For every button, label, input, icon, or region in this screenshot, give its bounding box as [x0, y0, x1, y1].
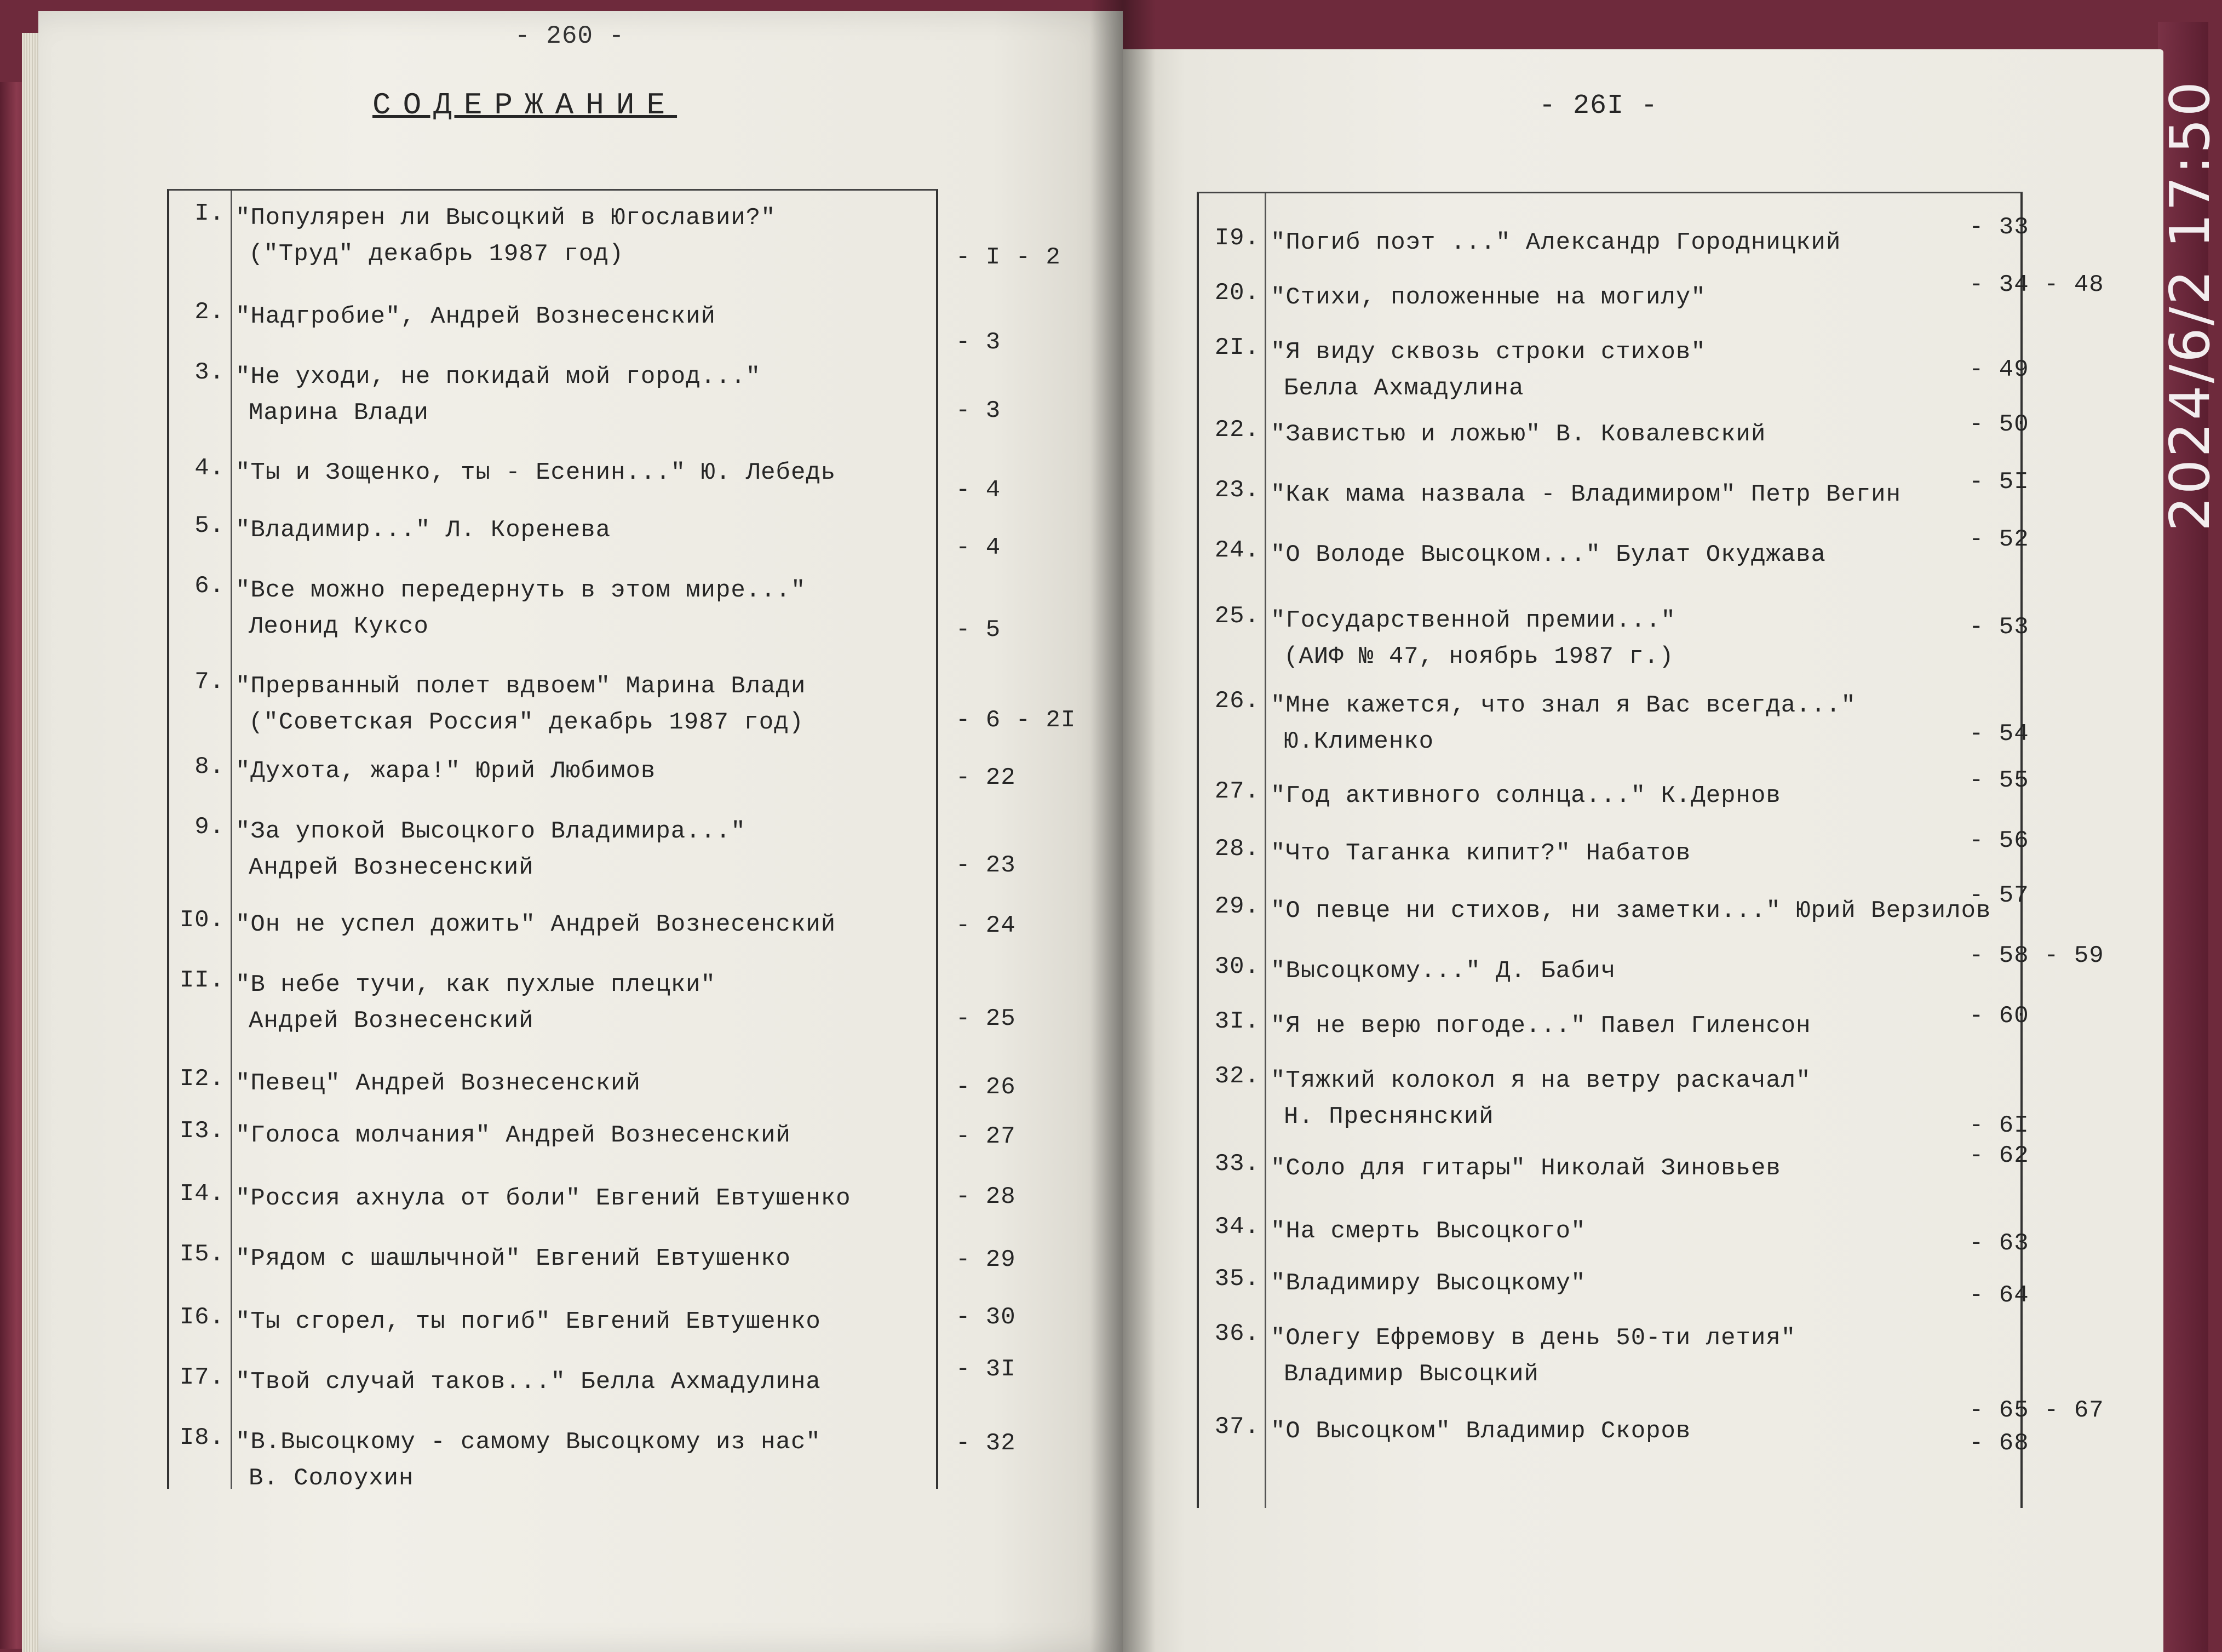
entry-title-line: "Прерванный полет вдвоем" Марина Влади	[236, 673, 806, 700]
entry-page-number: - 54	[1969, 720, 2029, 748]
entry-number: I0.	[179, 907, 225, 934]
entry-page-number: - 6 - 2I	[956, 707, 1076, 734]
entry-title-line: "Мне кажется, что знал я Вас всегда..."	[1271, 692, 1856, 719]
entry-title-line: "О Володе Высоцком..." Булат Окуджава	[1271, 541, 1826, 569]
entry-number: 2I.	[1214, 334, 1260, 362]
entry-number: 8.	[194, 753, 225, 781]
entry-title	[1271, 1413, 1691, 1449]
entry-title	[236, 200, 776, 272]
entry-page-number: - 60	[1969, 1002, 2029, 1030]
entry-title	[1271, 778, 1781, 814]
entry-title	[1271, 893, 1991, 929]
entry-number: 2.	[194, 299, 225, 326]
entry-number: 20.	[1214, 279, 1260, 307]
entry-page-number: - 3I	[956, 1356, 1016, 1383]
entry-page-number: - I - 2	[956, 244, 1061, 271]
entry-title	[236, 1304, 821, 1340]
entry-title-line: "Не уходи, не покидай мой город..."	[236, 363, 761, 391]
entry-number: 26.	[1214, 687, 1260, 715]
entry-number: 6.	[194, 572, 225, 600]
entry-title-line: "Твой случай таков..." Белла Ахмадулина	[236, 1368, 821, 1396]
entry-number: I9.	[1214, 225, 1260, 252]
entry-page-number: - 6I	[1969, 1112, 2029, 1139]
entry-page-number: - 5I	[1969, 468, 2029, 496]
page-number-left: - 260 -	[515, 22, 625, 50]
entry-title-line: "Владимиру Высоцкому"	[1271, 1270, 1586, 1297]
entry-title-line: "За упокой Высоцкого Владимира..."	[236, 818, 746, 845]
entry-title	[236, 907, 836, 943]
entry-title	[1271, 1008, 1811, 1044]
entry-number: I2.	[179, 1065, 225, 1093]
entry-title-line: "Рядом с шашлычной" Евгений Евтушенко	[236, 1245, 791, 1272]
entry-title-line: "Олегу Ефремову в день 50-ти летия"	[1271, 1324, 1796, 1352]
entry-title	[1271, 334, 1706, 406]
entry-page-number: - 27	[956, 1123, 1016, 1150]
entry-page-number: - 29	[956, 1246, 1016, 1274]
entry-title	[1271, 603, 1676, 675]
entry-title-line: Леонид Куксо	[249, 613, 429, 640]
entry-number: 4.	[194, 455, 225, 482]
entry-title-line: "Все можно передернуть в этом мире..."	[236, 577, 806, 604]
entry-number: I6.	[179, 1304, 225, 1331]
entry-number: 9.	[194, 813, 225, 841]
entry-title-line: Ю.Клименко	[1284, 728, 1434, 755]
page-number-right: - 26I -	[1539, 90, 1658, 122]
entry-title-line: (АИФ № 47, ноябрь 1987 г.)	[1284, 643, 1674, 670]
entry-title-line: "Соло для гитары" Николай Зиновьев	[1271, 1155, 1781, 1182]
entry-page-number: - 50	[1969, 411, 2029, 438]
entry-number: 24.	[1214, 537, 1260, 564]
entry-title	[1271, 416, 1766, 452]
entry-number: 7.	[194, 668, 225, 696]
entry-title	[1271, 1213, 1586, 1249]
entry-number: 5.	[194, 512, 225, 540]
entry-number: I7.	[179, 1364, 225, 1391]
entry-page-number: - 24	[956, 912, 1016, 939]
entry-number: 29.	[1214, 893, 1260, 920]
entry-title	[236, 1065, 641, 1102]
entry-title-line: "Стихи, положенные на могилу"	[1271, 284, 1706, 311]
entry-title	[1271, 687, 1856, 760]
entry-title-line: Марина Влади	[249, 399, 429, 427]
entry-title	[236, 967, 716, 1039]
entry-title-line: "Завистью и ложью" В. Ковалевский	[1271, 421, 1766, 448]
entry-number: I5.	[179, 1241, 225, 1268]
entry-page-number: - 23	[956, 852, 1016, 879]
entry-title-line: Андрей Вознесенский	[249, 854, 534, 881]
entry-title-line: "Я виду сквозь строки стихов"	[1271, 339, 1706, 366]
entry-number: 27.	[1214, 778, 1260, 805]
entry-title	[236, 299, 716, 335]
entry-number: 32.	[1214, 1063, 1260, 1090]
entry-page-number: - 33	[1969, 214, 2029, 241]
entry-title	[236, 1364, 821, 1400]
entry-page-number: - 34 - 48	[1969, 271, 2104, 299]
entry-title-line: "Погиб поэт ..." Александр Городницкий	[1271, 229, 1841, 256]
entry-title-line: "Год активного солнца..." К.Дернов	[1271, 782, 1781, 810]
entry-page-number: - 55	[1969, 767, 2029, 794]
entry-title	[236, 813, 746, 886]
entry-title	[236, 1241, 791, 1277]
entry-page-number: - 58 - 59	[1969, 942, 2104, 970]
entry-page-number: - 4	[956, 477, 1001, 504]
entry-number: 23.	[1214, 477, 1260, 504]
entry-title	[1271, 835, 1691, 871]
entry-title-line: "В.Высоцкому - самому Высоцкому из нас"	[236, 1429, 821, 1456]
entry-title-line: "Россия ахнула от боли" Евгений Евтушенко	[236, 1185, 851, 1212]
entry-title	[1271, 1320, 1796, 1392]
entry-page-number: - 52	[1969, 526, 2029, 553]
entry-number: 33.	[1214, 1150, 1260, 1178]
entry-page-number: - 49	[1969, 356, 2029, 383]
photo-timestamp	[2092, 66, 2222, 537]
entry-number: 37.	[1214, 1413, 1260, 1441]
entry-title-line: "Владимир..." Л. Коренева	[236, 517, 611, 544]
entry-title	[236, 359, 761, 431]
entry-title-line: "Ты сгорел, ты погиб" Евгений Евтушенко	[236, 1308, 821, 1335]
entry-page-number: - 57	[1969, 882, 2029, 909]
entry-page-number: - 3	[956, 397, 1001, 425]
entry-title-line: "Государственной премии..."	[1271, 607, 1676, 634]
entry-page-number: - 22	[956, 764, 1016, 791]
entry-page-number: - 64	[1969, 1282, 2029, 1309]
entry-title-line: "Духота, жара!" Юрий Любимов	[236, 758, 656, 785]
entry-page-number: - 3	[956, 329, 1001, 356]
entry-title	[236, 668, 806, 741]
entry-title-line: "Тяжкий колокол я на ветру раскачал"	[1271, 1067, 1811, 1094]
entry-title-line: "Ты и Зощенко, ты - Есенин..." Ю. Лебедь	[236, 459, 836, 486]
entry-title	[236, 1424, 821, 1496]
entry-title-line: "Певец" Андрей Вознесенский	[236, 1070, 641, 1097]
entry-page-number: - 32	[956, 1430, 1016, 1457]
entry-title-line: "Голоса молчания" Андрей Вознесенский	[236, 1122, 791, 1149]
entry-title	[1271, 279, 1706, 316]
entry-page-number: - 26	[956, 1074, 1016, 1101]
entry-page-number: - 25	[956, 1005, 1016, 1032]
entry-title	[1271, 1150, 1781, 1186]
entry-page-number: - 53	[1969, 613, 2029, 641]
entry-page-number: - 5	[956, 616, 1001, 644]
entry-number: II.	[179, 967, 225, 994]
entry-title-line: ("Труд" декабрь 1987 год)	[249, 240, 624, 268]
entry-page-number: - 28	[956, 1183, 1016, 1211]
entry-title-line: "О Высоцком" Владимир Скоров	[1271, 1418, 1691, 1445]
entry-page-number: - 65 - 67	[1969, 1397, 2104, 1424]
entry-page-number: - 62	[1969, 1142, 2029, 1169]
entry-title	[236, 1180, 851, 1217]
entry-title-line: "Популярен ли Высоцкий в Югославии?"	[236, 204, 776, 232]
entry-title-line: "Что Таганка кипит?" Набатов	[1271, 840, 1691, 867]
entry-title-line: "Он не успел дожить" Андрей Вознесенский	[236, 911, 836, 938]
entry-number: 3I.	[1214, 1008, 1260, 1035]
entry-number: I8.	[179, 1424, 225, 1452]
entry-title	[1271, 953, 1616, 989]
entry-page-number: - 56	[1969, 827, 2029, 854]
entry-page-number: - 63	[1969, 1230, 2029, 1257]
entry-page-number: - 68	[1969, 1430, 2029, 1457]
entry-title	[1271, 537, 1826, 573]
entry-title-line: "На смерть Высоцкого"	[1271, 1218, 1586, 1245]
entry-number: 3.	[194, 359, 225, 386]
entry-title	[1271, 1063, 1811, 1135]
entry-title	[236, 455, 836, 491]
entry-number: I.	[194, 200, 225, 227]
entry-number: 34.	[1214, 1213, 1260, 1241]
timestamp-text: 2024/6/2 17:50	[2158, 79, 2222, 531]
entry-title-line: "О певце ни стихов, ни заметки..." Юрий Верзилов	[1271, 897, 1991, 925]
entry-title-line: "Надгробие", Андрей Вознесенский	[236, 303, 716, 330]
contents-heading: СОДЕРЖАНИЕ	[372, 88, 677, 123]
entry-number: 36.	[1214, 1320, 1260, 1347]
entry-title-line: Н. Преснянский	[1284, 1103, 1494, 1131]
entry-title	[236, 753, 656, 789]
entry-number: 28.	[1214, 835, 1260, 863]
entry-title	[236, 512, 611, 548]
entry-title-line: "Высоцкому..." Д. Бабич	[1271, 957, 1616, 985]
entry-title	[236, 1117, 791, 1154]
entry-title	[1271, 225, 1841, 261]
entry-number: I3.	[179, 1117, 225, 1145]
entry-number: I4.	[179, 1180, 225, 1208]
entry-page-number: - 30	[956, 1304, 1016, 1331]
entry-title-line: Владимир Высоцкий	[1284, 1361, 1539, 1388]
entry-title-line: "В небе тучи, как пухлые плецки"	[236, 971, 716, 999]
entry-number: 25.	[1214, 603, 1260, 630]
entry-title	[236, 572, 806, 645]
entry-number: 22.	[1214, 416, 1260, 444]
entry-title-line: "Как мама назвала - Владимиром" Петр Вегин	[1271, 481, 1901, 508]
entry-title-line: ("Советская Россия" декабрь 1987 год)	[249, 709, 804, 736]
entry-title-line: "Я не верю погоде..." Павел Гиленсон	[1271, 1012, 1811, 1040]
entry-title-line: В. Солоухин	[249, 1465, 414, 1492]
entry-number: 35.	[1214, 1265, 1260, 1293]
entry-number: 30.	[1214, 953, 1260, 980]
entry-title-line: Белла Ахмадулина	[1284, 375, 1524, 402]
entry-title	[1271, 477, 1901, 513]
entry-title	[1271, 1265, 1586, 1301]
entry-page-number: - 4	[956, 534, 1001, 561]
entry-title-line: Андрей Вознесенский	[249, 1007, 534, 1035]
